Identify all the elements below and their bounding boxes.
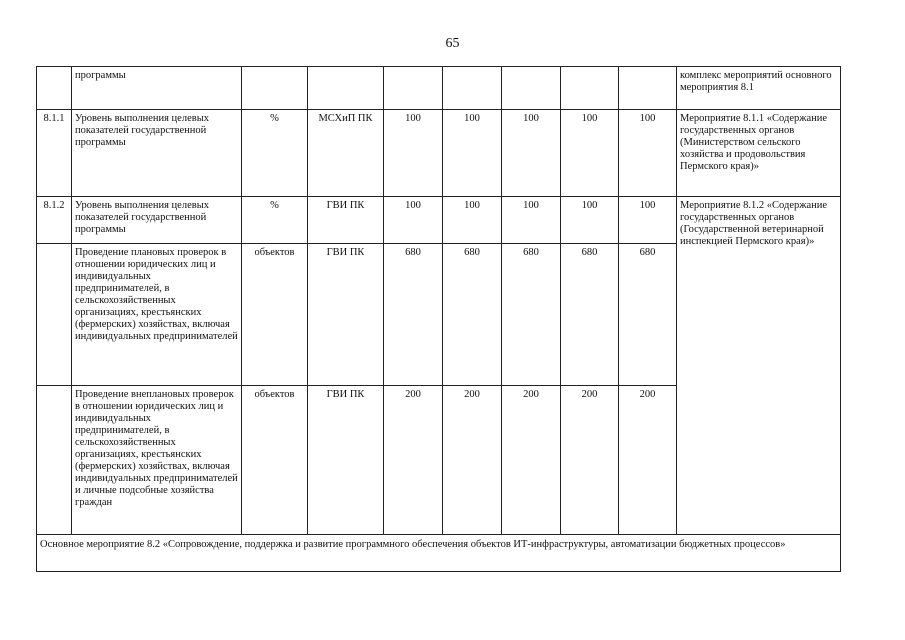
unit-cell <box>242 67 308 110</box>
section-row <box>37 535 841 572</box>
value-cell <box>443 67 502 110</box>
table-row <box>37 110 841 197</box>
row-number: 8.1.2 <box>37 197 72 244</box>
row-number <box>37 386 72 535</box>
value-cell: 100 <box>443 110 502 197</box>
value-cell: 680 <box>561 244 619 386</box>
org-cell: ГВИ ПК <box>308 244 384 386</box>
value-cell: 200 <box>443 386 502 535</box>
value-cell: 200 <box>561 386 619 535</box>
event-cell: Мероприятие 8.1.2 «Содержание государственных органов (Государственной ветеринарной инспекцией Пермского края)» <box>677 197 841 535</box>
org-cell: МСХиП ПК <box>308 110 384 197</box>
unit-cell: % <box>242 197 308 244</box>
value-cell <box>561 67 619 110</box>
value-cell: 200 <box>619 386 677 535</box>
value-cell: 100 <box>502 110 561 197</box>
value-cell: 680 <box>619 244 677 386</box>
value-cell: 100 <box>561 197 619 244</box>
table-row <box>37 197 841 244</box>
event-cell: комплекс мероприятий основного мероприятия 8.1 <box>677 67 841 110</box>
row-number <box>37 244 72 386</box>
value-cell: 200 <box>384 386 443 535</box>
value-cell: 100 <box>619 110 677 197</box>
value-cell: 200 <box>502 386 561 535</box>
value-cell: 100 <box>502 197 561 244</box>
unit-cell: % <box>242 110 308 197</box>
indicator-name: Уровень выполнения целевых показателей государственной программы <box>72 110 242 197</box>
event-cell: Мероприятие 8.1.1 «Содержание государственных органов (Министерством сельского хозяйства и продовольствия Пермского края)» <box>677 110 841 197</box>
value-cell: 100 <box>384 197 443 244</box>
unit-cell: объектов <box>242 244 308 386</box>
section-heading: Основное мероприятие 8.2 «Сопровождение, поддержка и развитие программного обеспечения объектов ИТ-инфраструктуры, автоматизации бюджетных процессов» <box>37 535 841 572</box>
value-cell: 100 <box>384 110 443 197</box>
indicator-name: Уровень выполнения целевых показателей государственной программы <box>72 197 242 244</box>
value-cell: 100 <box>619 197 677 244</box>
indicators-table <box>36 66 841 572</box>
unit-cell: объектов <box>242 386 308 535</box>
org-cell <box>308 67 384 110</box>
page-number: 65 <box>445 36 460 51</box>
value-cell <box>619 67 677 110</box>
org-cell: ГВИ ПК <box>308 386 384 535</box>
value-cell <box>384 67 443 110</box>
indicator-name: Проведение плановых проверок в отношении юридических лиц и индивидуальных предпринимателей, в сельскохозяйственных организациях, крестьянских (фермерских) хозяйствах, включая индивидуальных предпринимателей <box>72 244 242 386</box>
value-cell: 680 <box>384 244 443 386</box>
org-cell: ГВИ ПК <box>308 197 384 244</box>
row-number <box>37 67 72 110</box>
value-cell: 100 <box>443 197 502 244</box>
value-cell: 680 <box>443 244 502 386</box>
value-cell: 100 <box>561 110 619 197</box>
indicator-name: Проведение внеплановых проверок в отношении юридических лиц и индивидуальных предпринимателей, в сельскохозяйственных организациях, крестьянских (фермерских) хозяйствах, включая индивидуальных предпринимателей и личные подсобные хозяйства граждан <box>72 386 242 535</box>
table-row <box>37 67 841 110</box>
row-number: 8.1.1 <box>37 110 72 197</box>
value-cell <box>502 67 561 110</box>
value-cell: 680 <box>502 244 561 386</box>
indicator-name: программы <box>72 67 242 110</box>
